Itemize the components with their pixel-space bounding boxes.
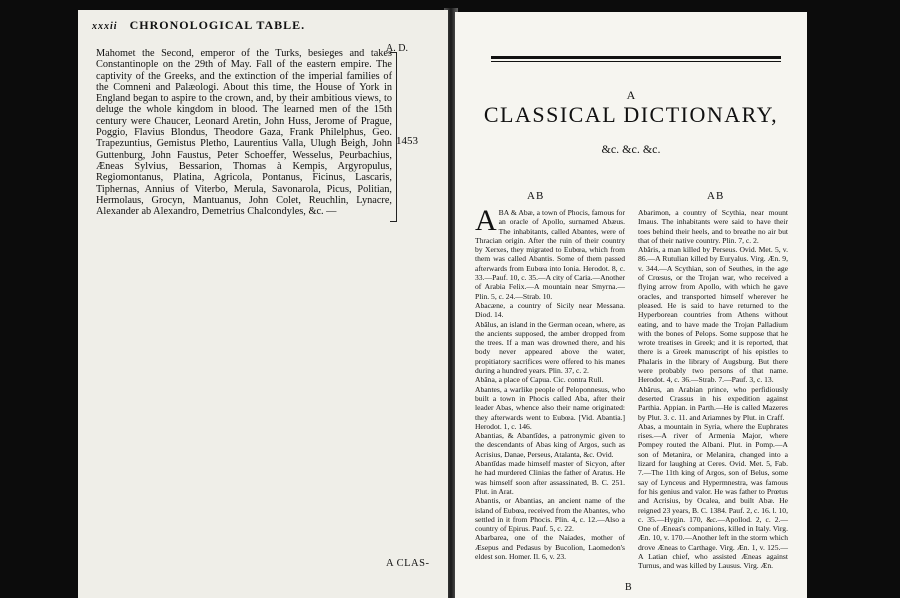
title-subtitle: &c. &c. &c. [601,142,661,156]
dictionary-entry: Abărus, an Arabian prince, who perfidiously deserted Crassus in his expedition against Parthia. Appian. in Parth.—He is called Mazeres by Plut. 3. c. 11. and Ariamnes by Plut. in Craff. [638,384,788,422]
dictionary-column-right [638,208,788,571]
dictionary-entry: Abantīdas made himself master of Sicyon, after he had murdered Clinias the father of Aratus. He was himself soon after assassinated, B. C. 251. Plut. in Arat. [475,459,625,496]
column-head-right: AB [707,190,725,202]
chronology-entry: Mahomet the Second, emperor of the Turks, besieges and takes Constantinople on the 29th of May. Fall of the eastern empire. The captivity of the Greeks, and the extinction of the imperial families of the Comneni and Palæologi. About this time, the House of York in England began to aspire to the crown, and, by their ambitious views, to deluge the whole kingdom in blood. The learned men of the 15th century were Chaucer, Leonard Aretin, John Huss, Jerome of Prague, Poggio, Flavius Blondus, Theodore Gaza, Frank Philelphus, Geo. Trapezuntius, Gemistus Pletho, Laurentius Valla, Ulugh Beigh, John Guttenburg, John Faustus, Peter Schoeffer, Wesselus, Peurbachius, Æneas Sylvius, Bessarion, Thomas à Kempis, Argyropulus, Regiomontanus, Platina, Agricola, Pontanus, Ficinus, Lascaris, Tiphernas, Annius of Viterbo, Merula, Savonarola, Picus, Politian, Hermolaus, Grocyn, Mantuanus, John Colet, Reuchlin, Lynacre, Alexander ab Alexandro, Demetrius Chalcondyles, &c. — [96,48,392,218]
dictionary-entry: Abarbarea, one of the Naiades, mother of Æsepus and Pedasus by Bucolion, Laomedon's eldest son. Homer. Il. 6, v. 23. [475,533,625,561]
dictionary-entry: Abāna, a place of Capua. Cic. contra Rull. [475,375,604,385]
dictionary-entry: Abantes, a warlike people of Peloponnesus, who built a town in Phocis called Aba, after their leader Abas, whence also their name originated: they afterwards went to Eubœa. [Vid. Abantia.] Herodot. 1, c. 146. [475,384,625,431]
dictionary-entry: Abarimon, a country of Scythia, near mount Imaus. The inhabitants were said to have their toes behind their heels, and to breathe no air but that of their native country. Plin. 7, c. 2. [638,208,788,245]
ad-label: A. D. [386,43,408,54]
title-rule-thin [491,61,781,62]
dictionary-entry: Abantias, & Abantīdes, a patronymic given to the descendants of Abas king of Argos, such as Acrisius, Danae, Perseus, Atalanta, &c. Ovid. [475,431,625,459]
page-number: xxxii [92,21,118,32]
left-page [78,10,448,598]
entry-text: BA & Abæ, a town of Phocis, famous for an oracle of Apollo, surnamed Abæus. The inhabitants, called Abantes, were of Thracian origin. After the ruin of their country by Xerxes, they migrated to Eubœa, which from them was called Abantis. Some of them passed afterwards from Eubœa into Ionia. Herodot. 8, c. 33.—Pauf. 10, c. 35.—A city of Caria.—Another of Arabia Felix.—A mountain near Smyrna.—Plin. 5, c. 24.—Strab. 10. [475,208,625,301]
dictionary-entry [475,204,625,301]
dictionary-entry: Abantis, or Abantias, an ancient name of the island of Eubœa, received from the Abantes, who settled in it from Phocis. Plin. 4, c. 12.—Also a country of Epirus. Pauf. 5, c. 22. [475,496,625,534]
dictionary-entry: Abăris, a man killed by Perseus. Ovid. Met. 5, v. 86.—A Rutulian killed by Euryalus. Virg. Æn. 9, v. 344.—A Scythian, son of Seuthes, in the age of Crœsus, or the Trojan war, who received a flying arrow from Apollo, with which he gave oracles, and transported himself wherever he pleased. He is said to have returned to the Hyperborean countries from Athens without eating, and to have made the Trojan Palladium with the bones of Pelops. Some suppose that he wrote treatises in Greek; and it is reported, that there is a Greek manuscript of his epistles to Phalaris in the library of Augsburg. But there were probably two persons of that name. Herodot. 4, c. 36.—Strab. 7.—Pauf. 3, c. 13. [638,245,788,385]
signature-mark: B [625,582,632,593]
dictionary-entry: Abacæne, a country of Sicily near Messana. Diod. 14. [475,300,625,320]
entry-year: 1453 [396,135,418,147]
dictionary-entry: Abas, a mountain in Syria, where the Euphrates rises.—A river of Armenia Major, where Pompey routed the Albani. Plut. in Pomp.—A son of Metanira, or Melanira, changed into a lizard for laughing at Ceres. Ovid. Met. 5, Fab. 7.—The 11th king of Argos, son of Belus, some say of Lynceus and Hypermnestra, was famous for his genius and valor. He was father to Prœtus and Acrisius, by Ocalea, and built Abæ. He reigned 23 years, B. C. 1384. Pauf. 2, c. 16. l. 10, c. 35.—Hygin. 170, &c.—Apollod. 2, c. 2.—One of Æneas's companions, killed in Italy. Virg. Æn. 10, v. 170.—Another left in the storm which drove Æneas to Carthage. Virg. Æn. 1, v. 125.—A Latian chief, who assisted Æneas against Turnus, and was killed by Lausus. Virg. Æn. [638,421,788,571]
title-article: A [626,88,636,102]
column-head-left: AB [527,190,545,202]
running-head [92,18,305,33]
right-page [455,12,807,598]
dictionary-entry: Abālus, an island in the German ocean, where, as the ancients supposed, the amber dropped from the trees. If a man was drowned there, and his body never appeared above the water, propitiatory sacrifices were offered to his manes during a hundred years. Plin. 37, c. 2. [475,319,625,376]
page-title: CLASSICAL DICTIONARY, [483,102,779,127]
title-rule-thick [491,56,781,59]
drop-cap: A [475,204,497,237]
running-head-title: CHRONOLOGICAL TABLE. [129,18,306,32]
catchword: A CLAS- [386,558,430,569]
dictionary-column-left [475,204,625,561]
